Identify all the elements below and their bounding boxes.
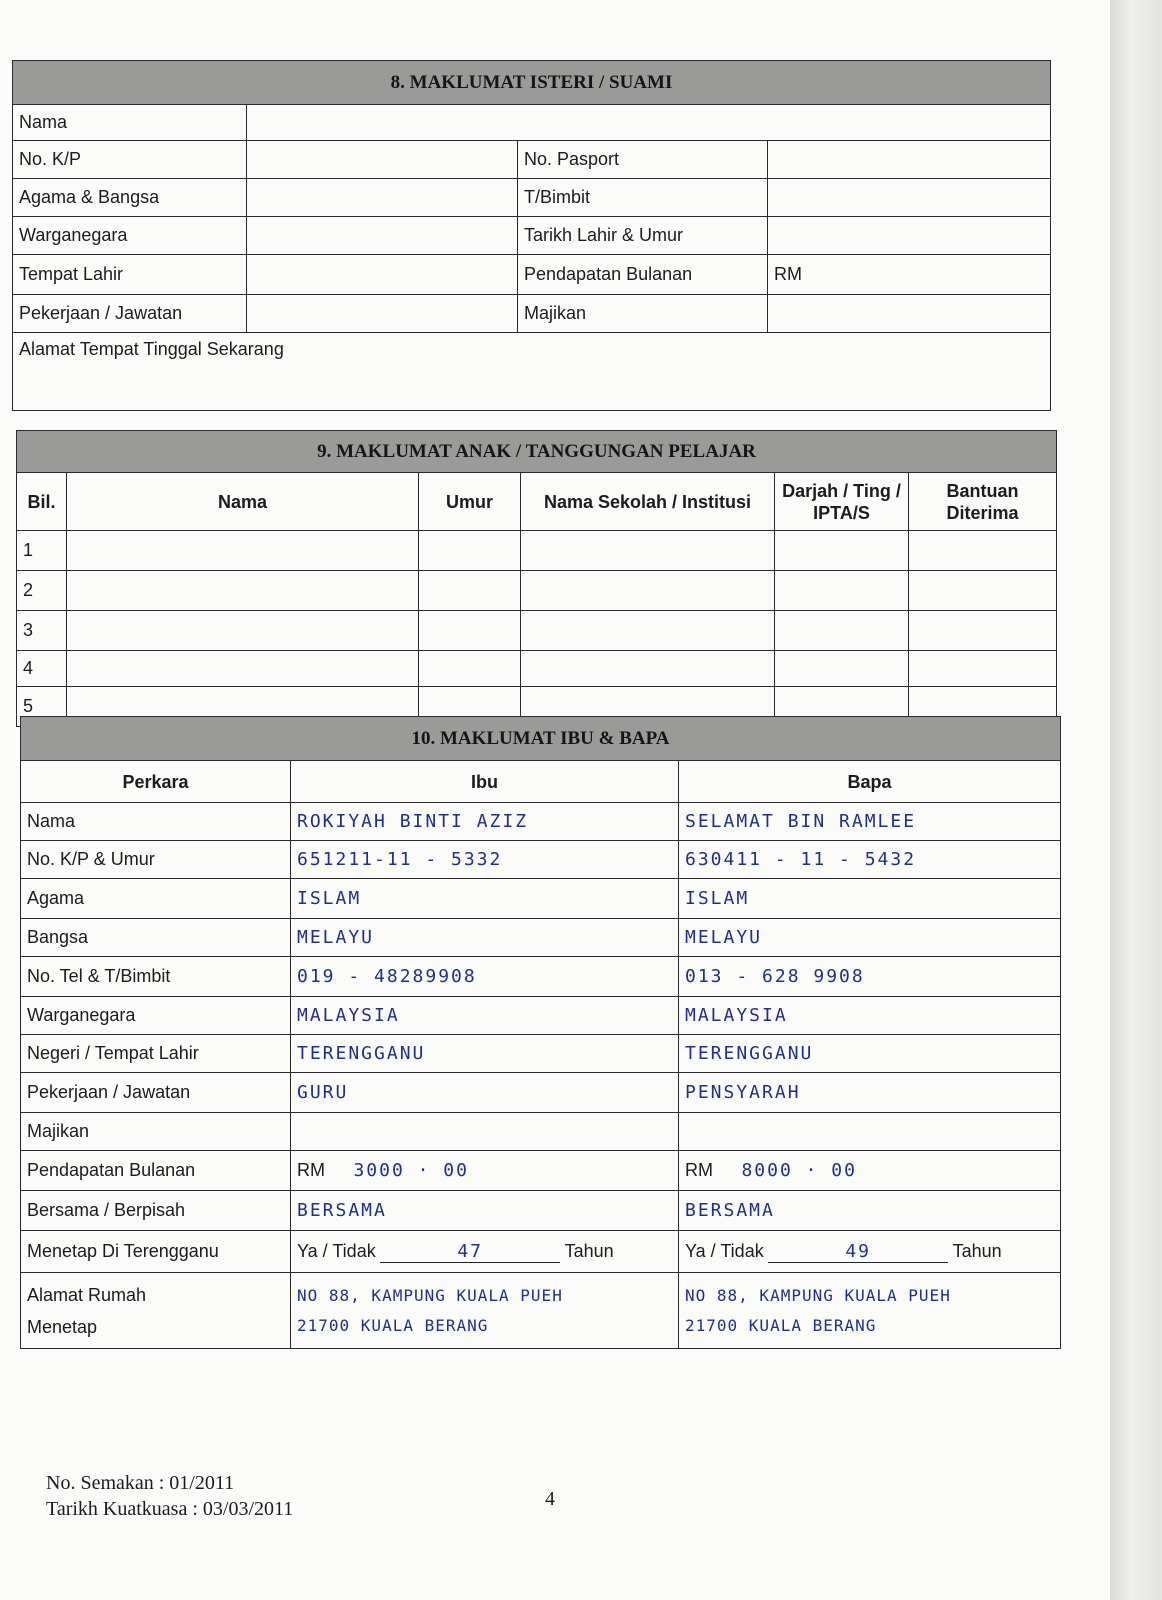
cell-umur[interactable]: [419, 611, 521, 651]
ibu-pekerjaan[interactable]: GURU: [291, 1073, 679, 1113]
label-tempat-lahir: Tempat Lahir: [13, 255, 247, 295]
field-pendapatan[interactable]: RM: [768, 255, 1051, 295]
cell-bantuan[interactable]: [909, 531, 1057, 571]
ibu-menetap-tahun: 47: [380, 1241, 560, 1263]
ibu-negeri[interactable]: TERENGGANU: [291, 1035, 679, 1073]
ibu-tel[interactable]: 019 - 48289908: [291, 957, 679, 997]
bapa-negeri[interactable]: TERENGGANU: [679, 1035, 1061, 1073]
ibu-nama[interactable]: ROKIYAH BINTI AZIZ: [291, 803, 679, 841]
label-kp: No. K/P: [13, 141, 247, 179]
cell-darjah[interactable]: [775, 531, 909, 571]
table-row: [21, 1113, 1061, 1151]
cell-darjah[interactable]: [775, 571, 909, 611]
ibu-alamat[interactable]: [291, 1273, 679, 1349]
cell-nama[interactable]: [67, 651, 419, 687]
ibu-menetap[interactable]: [291, 1231, 679, 1273]
bapa-warganegara[interactable]: MALAYSIA: [679, 997, 1061, 1035]
table-row: [21, 1151, 1061, 1191]
header-bil: Bil.: [17, 473, 67, 531]
ibu-pendapatan[interactable]: [291, 1151, 679, 1191]
section-8-title: 8. MAKLUMAT ISTERI / SUAMI: [13, 61, 1051, 105]
label-negeri: Negeri / Tempat Lahir: [21, 1035, 291, 1073]
cell-nama[interactable]: [67, 531, 419, 571]
no-semakan: No. Semakan : 01/2011: [46, 1472, 235, 1494]
tarikh-kuatkuasa: Tarikh Kuatkuasa : 03/03/2011: [46, 1498, 294, 1520]
cell-bantuan[interactable]: [909, 611, 1057, 651]
paper-edge: [1110, 0, 1162, 1600]
label-pekerjaan: Pekerjaan / Jawatan: [13, 295, 247, 333]
bapa-pekerjaan[interactable]: PENSYARAH: [679, 1073, 1061, 1113]
bapa-bersama[interactable]: BERSAMA: [679, 1191, 1061, 1231]
field-kp[interactable]: [247, 141, 518, 179]
ibu-agama[interactable]: ISLAM: [291, 879, 679, 919]
bapa-alamat[interactable]: [679, 1273, 1061, 1349]
field-agama-bangsa[interactable]: [247, 179, 518, 217]
header-sekolah: Nama Sekolah / Institusi: [521, 473, 775, 531]
label-alamat: [21, 1273, 291, 1349]
bapa-menetap-tahun: 49: [768, 1241, 948, 1263]
section-10-table: [20, 716, 1061, 1349]
table-row: [17, 571, 1057, 611]
field-pekerjaan[interactable]: [247, 295, 518, 333]
label-tel: No. Tel & T/Bimbit: [21, 957, 291, 997]
bapa-pendapatan-value: 8000 · 00: [741, 1160, 857, 1181]
header-bapa: Bapa: [679, 761, 1061, 803]
cell-umur[interactable]: [419, 571, 521, 611]
bapa-majikan[interactable]: [679, 1113, 1061, 1151]
table-row: [21, 879, 1061, 919]
cell-bantuan[interactable]: [909, 571, 1057, 611]
table-row: [17, 531, 1057, 571]
header-umur: Umur: [419, 473, 521, 531]
bapa-pendapatan[interactable]: [679, 1151, 1061, 1191]
cell-umur[interactable]: [419, 531, 521, 571]
header-perkara: Perkara: [21, 761, 291, 803]
bapa-agama[interactable]: ISLAM: [679, 879, 1061, 919]
table-row: [17, 611, 1057, 651]
table-row: [21, 1191, 1061, 1231]
label-tbimbit: T/Bimbit: [518, 179, 768, 217]
label-pekerjaan: Pekerjaan / Jawatan: [21, 1073, 291, 1113]
table-row: [21, 841, 1061, 879]
label-kp-umur: No. K/P & Umur: [21, 841, 291, 879]
table-row: [21, 1231, 1061, 1273]
label-majikan: Majikan: [21, 1113, 291, 1151]
label-agama-bangsa: Agama & Bangsa: [13, 179, 247, 217]
label-majikan: Majikan: [518, 295, 768, 333]
label-menetap: Menetap Di Terengganu: [21, 1231, 291, 1273]
row-number: 5: [17, 687, 67, 727]
ibu-alamat-line2: 21700 KUALA BERANG: [297, 1315, 489, 1335]
cell-bantuan[interactable]: [909, 651, 1057, 687]
table-row: [21, 957, 1061, 997]
label-agama: Agama: [21, 879, 291, 919]
ibu-pendapatan-value: 3000 · 00: [353, 1160, 469, 1181]
page-number: 4: [545, 1488, 555, 1510]
label-pasport: No. Pasport: [518, 141, 768, 179]
ibu-alamat-line1: NO 88, KAMPUNG KUALA PUEH: [297, 1285, 563, 1305]
cell-umur[interactable]: [419, 651, 521, 687]
section-8-table: [12, 60, 1051, 411]
ibu-bangsa[interactable]: MELAYU: [291, 919, 679, 957]
cell-sekolah[interactable]: [521, 571, 775, 611]
row-number: 4: [17, 651, 67, 687]
cell-nama[interactable]: [67, 571, 419, 611]
footer: [46, 1470, 293, 1522]
label-nama: Nama: [21, 803, 291, 841]
bapa-tel[interactable]: 013 - 628 9908: [679, 957, 1061, 997]
header-ibu: Ibu: [291, 761, 679, 803]
header-darjah: Darjah / Ting / IPTA/S: [775, 473, 909, 531]
table-row: [21, 1073, 1061, 1113]
bapa-menetap[interactable]: [679, 1231, 1061, 1273]
label-bangsa: Bangsa: [21, 919, 291, 957]
ibu-majikan[interactable]: [291, 1113, 679, 1151]
table-row: [17, 651, 1057, 687]
section-10-title: 10. MAKLUMAT IBU & BAPA: [21, 717, 1061, 761]
cell-nama[interactable]: [67, 611, 419, 651]
bapa-kp[interactable]: 630411 - 11 - 5432: [679, 841, 1061, 879]
cell-darjah[interactable]: [775, 611, 909, 651]
ibu-warganegara[interactable]: MALAYSIA: [291, 997, 679, 1035]
row-number: 1: [17, 531, 67, 571]
section-9-table: [16, 430, 1057, 727]
cell-sekolah[interactable]: [521, 611, 775, 651]
bapa-alamat-line1: NO 88, KAMPUNG KUALA PUEH: [685, 1285, 951, 1305]
header-nama: Nama: [67, 473, 419, 531]
ya-tidak-label: Ya / Tidak: [297, 1240, 376, 1261]
label-nama: Nama: [13, 105, 247, 141]
label-bersama: Bersama / Berpisah: [21, 1191, 291, 1231]
label-warganegara: Warganegara: [21, 997, 291, 1035]
rm-label: RM: [685, 1160, 713, 1180]
cell-sekolah[interactable]: [521, 531, 775, 571]
field-tarikh-lahir[interactable]: [768, 217, 1051, 255]
field-majikan[interactable]: [768, 295, 1051, 333]
table-row: [21, 1273, 1061, 1349]
section-9-title: 9. MAKLUMAT ANAK / TANGGUNGAN PELAJAR: [17, 431, 1057, 473]
field-pasport[interactable]: [768, 141, 1051, 179]
bapa-bangsa[interactable]: MELAYU: [679, 919, 1061, 957]
label-warganegara: Warganegara: [13, 217, 247, 255]
field-nama[interactable]: [247, 105, 1051, 141]
field-tempat-lahir[interactable]: [247, 255, 518, 295]
ya-tidak-label: Ya / Tidak: [685, 1240, 764, 1261]
table-row: [21, 1035, 1061, 1073]
bapa-alamat-line2: 21700 KUALA BERANG: [685, 1315, 877, 1335]
label-alamat-sekarang: Alamat Tempat Tinggal Sekarang: [13, 333, 1051, 411]
field-tbimbit[interactable]: [768, 179, 1051, 217]
field-warganegara[interactable]: [247, 217, 518, 255]
ibu-kp[interactable]: 651211-11 - 5332: [291, 841, 679, 879]
tahun-label: Tahun: [952, 1240, 1002, 1261]
label-alamat-line2: Menetap: [27, 1316, 98, 1337]
cell-sekolah[interactable]: [521, 651, 775, 687]
table-row: [21, 919, 1061, 957]
label-pendapatan: Pendapatan Bulanan: [21, 1151, 291, 1191]
cell-darjah[interactable]: [775, 651, 909, 687]
rm-label: RM: [297, 1160, 325, 1180]
header-bantuan: Bantuan Diterima: [909, 473, 1057, 531]
table-row: [21, 803, 1061, 841]
row-number: 3: [17, 611, 67, 651]
table-row: [21, 997, 1061, 1035]
label-pendapatan: Pendapatan Bulanan: [518, 255, 768, 295]
label-tarikh-lahir: Tarikh Lahir & Umur: [518, 217, 768, 255]
bapa-nama[interactable]: SELAMAT BIN RAMLEE: [679, 803, 1061, 841]
label-alamat-line1: Alamat Rumah: [27, 1284, 147, 1305]
tahun-label: Tahun: [564, 1240, 614, 1261]
row-number: 2: [17, 571, 67, 611]
ibu-bersama[interactable]: BERSAMA: [291, 1191, 679, 1231]
